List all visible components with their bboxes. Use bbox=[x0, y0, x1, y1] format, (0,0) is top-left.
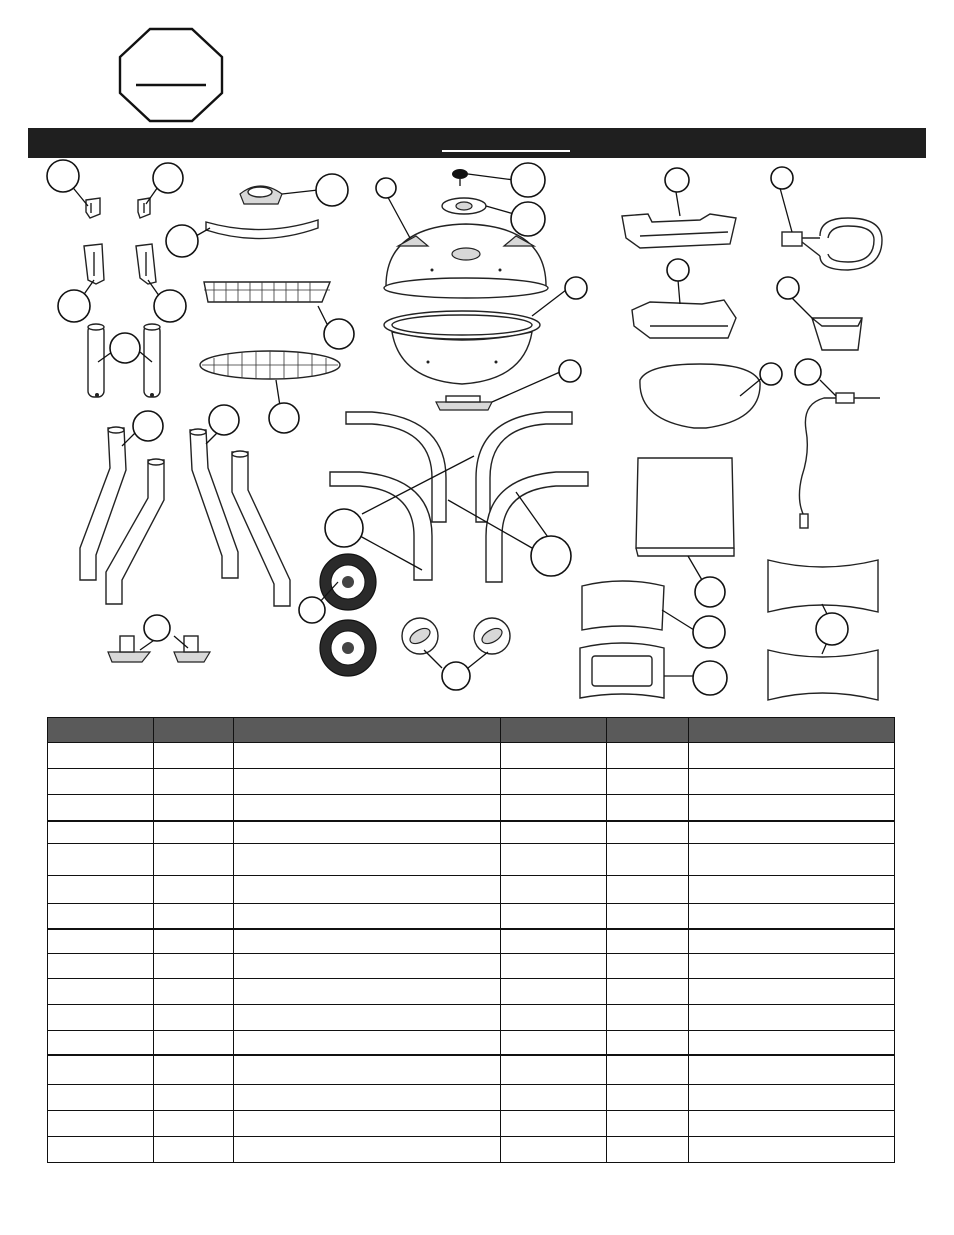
table-cell bbox=[501, 844, 607, 876]
table-cell bbox=[607, 795, 689, 821]
table-cell bbox=[501, 1085, 607, 1111]
callout-circle bbox=[442, 662, 470, 690]
callout-circle bbox=[209, 405, 239, 435]
header-cell-description bbox=[234, 718, 501, 743]
short-tube-right bbox=[144, 324, 160, 397]
bracket-medium-right bbox=[136, 244, 156, 284]
table-cell bbox=[607, 1137, 689, 1163]
table-cell bbox=[501, 795, 607, 821]
table-cell bbox=[154, 821, 234, 844]
table-cell bbox=[689, 954, 895, 979]
table-row bbox=[48, 904, 895, 929]
parts-list-table bbox=[47, 717, 895, 1163]
table-row bbox=[48, 821, 895, 844]
callout-circle bbox=[166, 225, 198, 257]
table-cell bbox=[48, 821, 154, 844]
table-cell bbox=[234, 1031, 501, 1055]
table-cell bbox=[154, 769, 234, 795]
table-cell bbox=[607, 1055, 689, 1085]
table-cell bbox=[607, 876, 689, 904]
table-cell bbox=[154, 1137, 234, 1163]
table-cell bbox=[607, 929, 689, 954]
callout-circle bbox=[665, 168, 689, 192]
table-cell bbox=[154, 743, 234, 769]
table-row bbox=[48, 979, 895, 1005]
table-cell bbox=[48, 1137, 154, 1163]
table-cell bbox=[48, 795, 154, 821]
table-cell bbox=[48, 979, 154, 1005]
section-title-bar bbox=[28, 128, 926, 158]
callout-circle bbox=[154, 290, 186, 322]
table-cell bbox=[607, 979, 689, 1005]
table-cell bbox=[501, 979, 607, 1005]
table-cell bbox=[607, 904, 689, 929]
table-cell bbox=[501, 1005, 607, 1031]
table-cell bbox=[689, 904, 895, 929]
callout-circle bbox=[299, 597, 325, 623]
bracket-medium-left bbox=[84, 244, 104, 284]
foot-left bbox=[108, 636, 150, 662]
callout-circle bbox=[695, 577, 725, 607]
table-cell bbox=[501, 954, 607, 979]
side-shelf-upper bbox=[622, 214, 736, 248]
lid-shell bbox=[640, 364, 760, 428]
table-cell bbox=[48, 769, 154, 795]
table-cell bbox=[48, 1111, 154, 1137]
table-cell bbox=[689, 1005, 895, 1031]
parts-table-header-row bbox=[48, 718, 895, 743]
table-cell bbox=[48, 876, 154, 904]
side-shelf-lower bbox=[632, 300, 736, 338]
table-cell bbox=[689, 1085, 895, 1111]
table-cell bbox=[154, 1031, 234, 1055]
table-cell bbox=[234, 1085, 501, 1111]
table-cell bbox=[154, 904, 234, 929]
wheel-top bbox=[320, 554, 376, 610]
callout-circle bbox=[531, 536, 571, 576]
table-row bbox=[48, 1005, 895, 1031]
callout-circle bbox=[47, 160, 79, 192]
table-cell bbox=[234, 1137, 501, 1163]
callout-circle bbox=[376, 178, 396, 198]
short-tube-left bbox=[88, 324, 104, 397]
table-cell bbox=[234, 954, 501, 979]
table-cell bbox=[154, 954, 234, 979]
table-cell bbox=[48, 929, 154, 954]
hub-cap-right bbox=[474, 618, 510, 654]
header-cell-part-number bbox=[48, 718, 154, 743]
table-row bbox=[48, 769, 895, 795]
bottom-shelf bbox=[636, 458, 734, 556]
panel-d bbox=[768, 650, 878, 700]
table-cell bbox=[689, 821, 895, 844]
octagon-sign bbox=[118, 27, 224, 123]
callout-circle bbox=[325, 509, 363, 547]
table-cell bbox=[689, 795, 895, 821]
cooking-grate bbox=[200, 351, 340, 379]
table-cell bbox=[234, 979, 501, 1005]
callout-circle bbox=[144, 615, 170, 641]
table-cell bbox=[48, 1055, 154, 1085]
table-cell bbox=[501, 769, 607, 795]
callout-circle bbox=[153, 163, 183, 193]
table-cell bbox=[48, 904, 154, 929]
callout-circle bbox=[565, 277, 587, 299]
warming-rack bbox=[204, 282, 330, 302]
table-row bbox=[48, 1085, 895, 1111]
table-row bbox=[48, 929, 895, 954]
table-cell bbox=[154, 795, 234, 821]
table-row bbox=[48, 1111, 895, 1137]
table-cell bbox=[234, 769, 501, 795]
table-cell bbox=[234, 821, 501, 844]
table-cell bbox=[689, 769, 895, 795]
power-cord bbox=[799, 393, 880, 528]
callout-circle bbox=[816, 613, 848, 645]
table-cell bbox=[689, 844, 895, 876]
table-cell bbox=[48, 844, 154, 876]
panel-a bbox=[582, 581, 664, 630]
table-cell bbox=[154, 876, 234, 904]
table-cell bbox=[689, 979, 895, 1005]
table-cell bbox=[154, 1055, 234, 1085]
bent-leg-d bbox=[232, 451, 290, 606]
table-row bbox=[48, 795, 895, 821]
table-row bbox=[48, 1055, 895, 1085]
table-cell bbox=[501, 904, 607, 929]
parts-diagram bbox=[0, 158, 954, 718]
callout-circle bbox=[777, 277, 799, 299]
callout-circle bbox=[511, 163, 545, 197]
callout-circle bbox=[58, 290, 90, 322]
vent-knob bbox=[452, 169, 468, 186]
table-cell bbox=[234, 1111, 501, 1137]
table-cell bbox=[154, 1005, 234, 1031]
curved-handle bbox=[206, 220, 318, 239]
callout-circle bbox=[667, 259, 689, 281]
callout-circle bbox=[760, 363, 782, 385]
parts-table-body bbox=[48, 743, 895, 1163]
callout-circle bbox=[559, 360, 581, 382]
table-cell bbox=[501, 1137, 607, 1163]
callout-circle bbox=[133, 411, 163, 441]
table-cell bbox=[607, 743, 689, 769]
table-cell bbox=[607, 954, 689, 979]
table-cell bbox=[501, 743, 607, 769]
table-cell bbox=[607, 769, 689, 795]
table-cell bbox=[607, 1005, 689, 1031]
curved-leg-front-right bbox=[476, 412, 572, 522]
table-cell bbox=[154, 979, 234, 1005]
table-cell bbox=[48, 1085, 154, 1111]
table-cell bbox=[154, 1111, 234, 1137]
table-cell bbox=[501, 821, 607, 844]
table-cell bbox=[234, 904, 501, 929]
table-cell bbox=[501, 1031, 607, 1055]
callout-circle bbox=[693, 616, 725, 648]
table-row bbox=[48, 954, 895, 979]
table-cell bbox=[689, 876, 895, 904]
table-row bbox=[48, 1137, 895, 1163]
table-cell bbox=[234, 1005, 501, 1031]
table-cell bbox=[48, 954, 154, 979]
table-cell bbox=[607, 821, 689, 844]
panel-b bbox=[580, 643, 664, 698]
callout-circle bbox=[511, 202, 545, 236]
grill-bowl bbox=[384, 311, 540, 384]
callout-circle bbox=[316, 174, 348, 206]
top-vent-plate bbox=[442, 198, 486, 214]
header-cell-quantity bbox=[154, 718, 234, 743]
title-underline bbox=[442, 150, 570, 152]
table-cell bbox=[607, 844, 689, 876]
table-cell bbox=[501, 929, 607, 954]
table-cell bbox=[501, 1055, 607, 1085]
wheel-bottom bbox=[320, 620, 376, 676]
table-cell bbox=[689, 929, 895, 954]
header-cell-part-number-2 bbox=[501, 718, 607, 743]
table-cell bbox=[234, 844, 501, 876]
table-cell bbox=[154, 844, 234, 876]
ash-slider bbox=[436, 396, 492, 410]
bracket-small-left bbox=[86, 198, 100, 218]
callout-circle bbox=[110, 333, 140, 363]
table-row bbox=[48, 876, 895, 904]
table-cell bbox=[48, 1005, 154, 1031]
table-row bbox=[48, 844, 895, 876]
table-row bbox=[48, 1031, 895, 1055]
heating-element bbox=[782, 218, 882, 270]
hub-cap-left bbox=[402, 618, 438, 654]
callout-circle bbox=[795, 359, 821, 385]
table-cell bbox=[607, 1111, 689, 1137]
callout-circle bbox=[693, 661, 727, 695]
table-cell bbox=[234, 1055, 501, 1085]
table-cell bbox=[689, 1031, 895, 1055]
header-cell-quantity-2 bbox=[607, 718, 689, 743]
table-row bbox=[48, 743, 895, 769]
table-cell bbox=[48, 743, 154, 769]
table-cell bbox=[689, 1111, 895, 1137]
callout-circle bbox=[771, 167, 793, 189]
table-cell bbox=[689, 1137, 895, 1163]
table-cell bbox=[234, 795, 501, 821]
lid-handle bbox=[240, 186, 282, 204]
panel-c bbox=[768, 560, 878, 612]
bent-leg-c bbox=[190, 429, 238, 578]
table-cell bbox=[234, 876, 501, 904]
table-cell bbox=[48, 1031, 154, 1055]
table-cell bbox=[689, 1055, 895, 1085]
table-cell bbox=[154, 1085, 234, 1111]
table-cell bbox=[234, 929, 501, 954]
drip-pan bbox=[812, 318, 862, 350]
header-cell-description-2 bbox=[689, 718, 895, 743]
curved-leg-front-left bbox=[346, 412, 446, 522]
table-cell bbox=[154, 929, 234, 954]
table-cell bbox=[607, 1031, 689, 1055]
callout-circle bbox=[269, 403, 299, 433]
table-cell bbox=[234, 743, 501, 769]
table-cell bbox=[501, 1111, 607, 1137]
table-cell bbox=[607, 1085, 689, 1111]
table-cell bbox=[689, 743, 895, 769]
callout-circle bbox=[324, 319, 354, 349]
table-cell bbox=[501, 876, 607, 904]
